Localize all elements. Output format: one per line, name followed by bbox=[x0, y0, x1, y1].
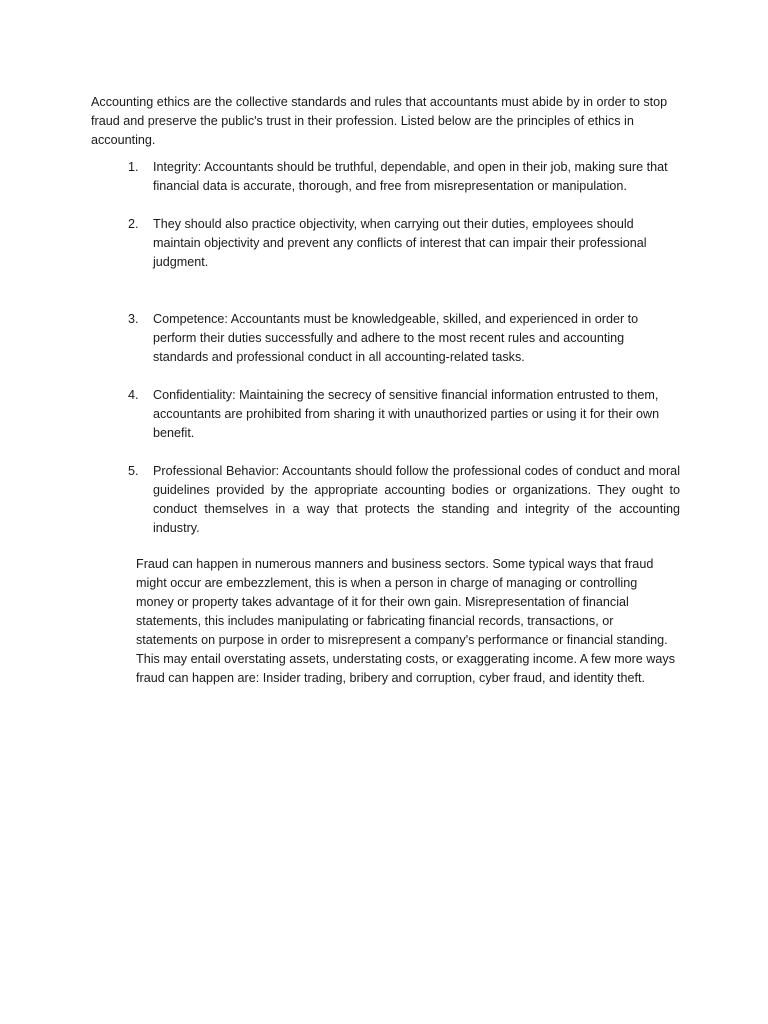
principles-list bbox=[128, 158, 680, 538]
intro-paragraph: Accounting ethics are the collective standards and rules that accountants must abide by in order to stop fraud and preserve the public's trust in their profession. Listed below are the principles of ethics in accounting. bbox=[91, 95, 668, 147]
list-item-integrity bbox=[128, 158, 680, 196]
list-item-competence bbox=[128, 310, 680, 367]
list-item-number: 3. bbox=[128, 312, 139, 326]
list-item-number: 5. bbox=[128, 464, 139, 478]
fraud-paragraph: Fraud can happen in numerous manners and business sectors. Some typical ways that fraud might occur are embezzlement, this is when a person in charge of managing or controlling money or property takes advantage of it for their own gain. Misrepresentation of financial statements, this includes manipulating or fabricating financial records, transactions, or statements on purpose in order to misrepresent a company's performance or financial standing. This may entail overstating assets, understating costs, or exaggerating income. A few more ways fraud can happen are: Insider trading, bribery and corruption, cyber fraud, and identity theft. bbox=[136, 557, 675, 685]
list-item-text: Professional Behavior: Accountants should follow the professional codes of conduct and moral guidelines provided by the appropriate accounting bodies or organizations. They ought to conduct themselves in a way that protects the standing and integrity of the accounting industry. bbox=[153, 464, 680, 535]
list-item-professional-behavior bbox=[128, 462, 680, 538]
list-item-number: 1. bbox=[128, 160, 139, 174]
list-item-text: Integrity: Accountants should be truthful, dependable, and open in their job, making sure that financial data is accurate, thorough, and free from misrepresentation or manipulation. bbox=[153, 160, 668, 193]
list-item-number: 2. bbox=[128, 217, 139, 231]
list-item-number: 4. bbox=[128, 388, 139, 402]
list-item-text: Competence: Accountants must be knowledgeable, skilled, and experienced in order to perform their duties successfully and adhere to the most recent rules and accounting standards and professional conduct in all accounting-related tasks. bbox=[153, 312, 639, 364]
list-item-text: They should also practice objectivity, when carrying out their duties, employees should maintain objectivity and prevent any conflicts of interest that can impair their professional judgment. bbox=[153, 217, 647, 269]
list-item-objectivity bbox=[128, 215, 680, 272]
list-item-text: Confidentiality: Maintaining the secrecy of sensitive financial information entrusted to them, accountants are prohibited from sharing it with unauthorized parties or using it for their own benefit. bbox=[153, 388, 660, 440]
list-item-confidentiality bbox=[128, 386, 680, 443]
